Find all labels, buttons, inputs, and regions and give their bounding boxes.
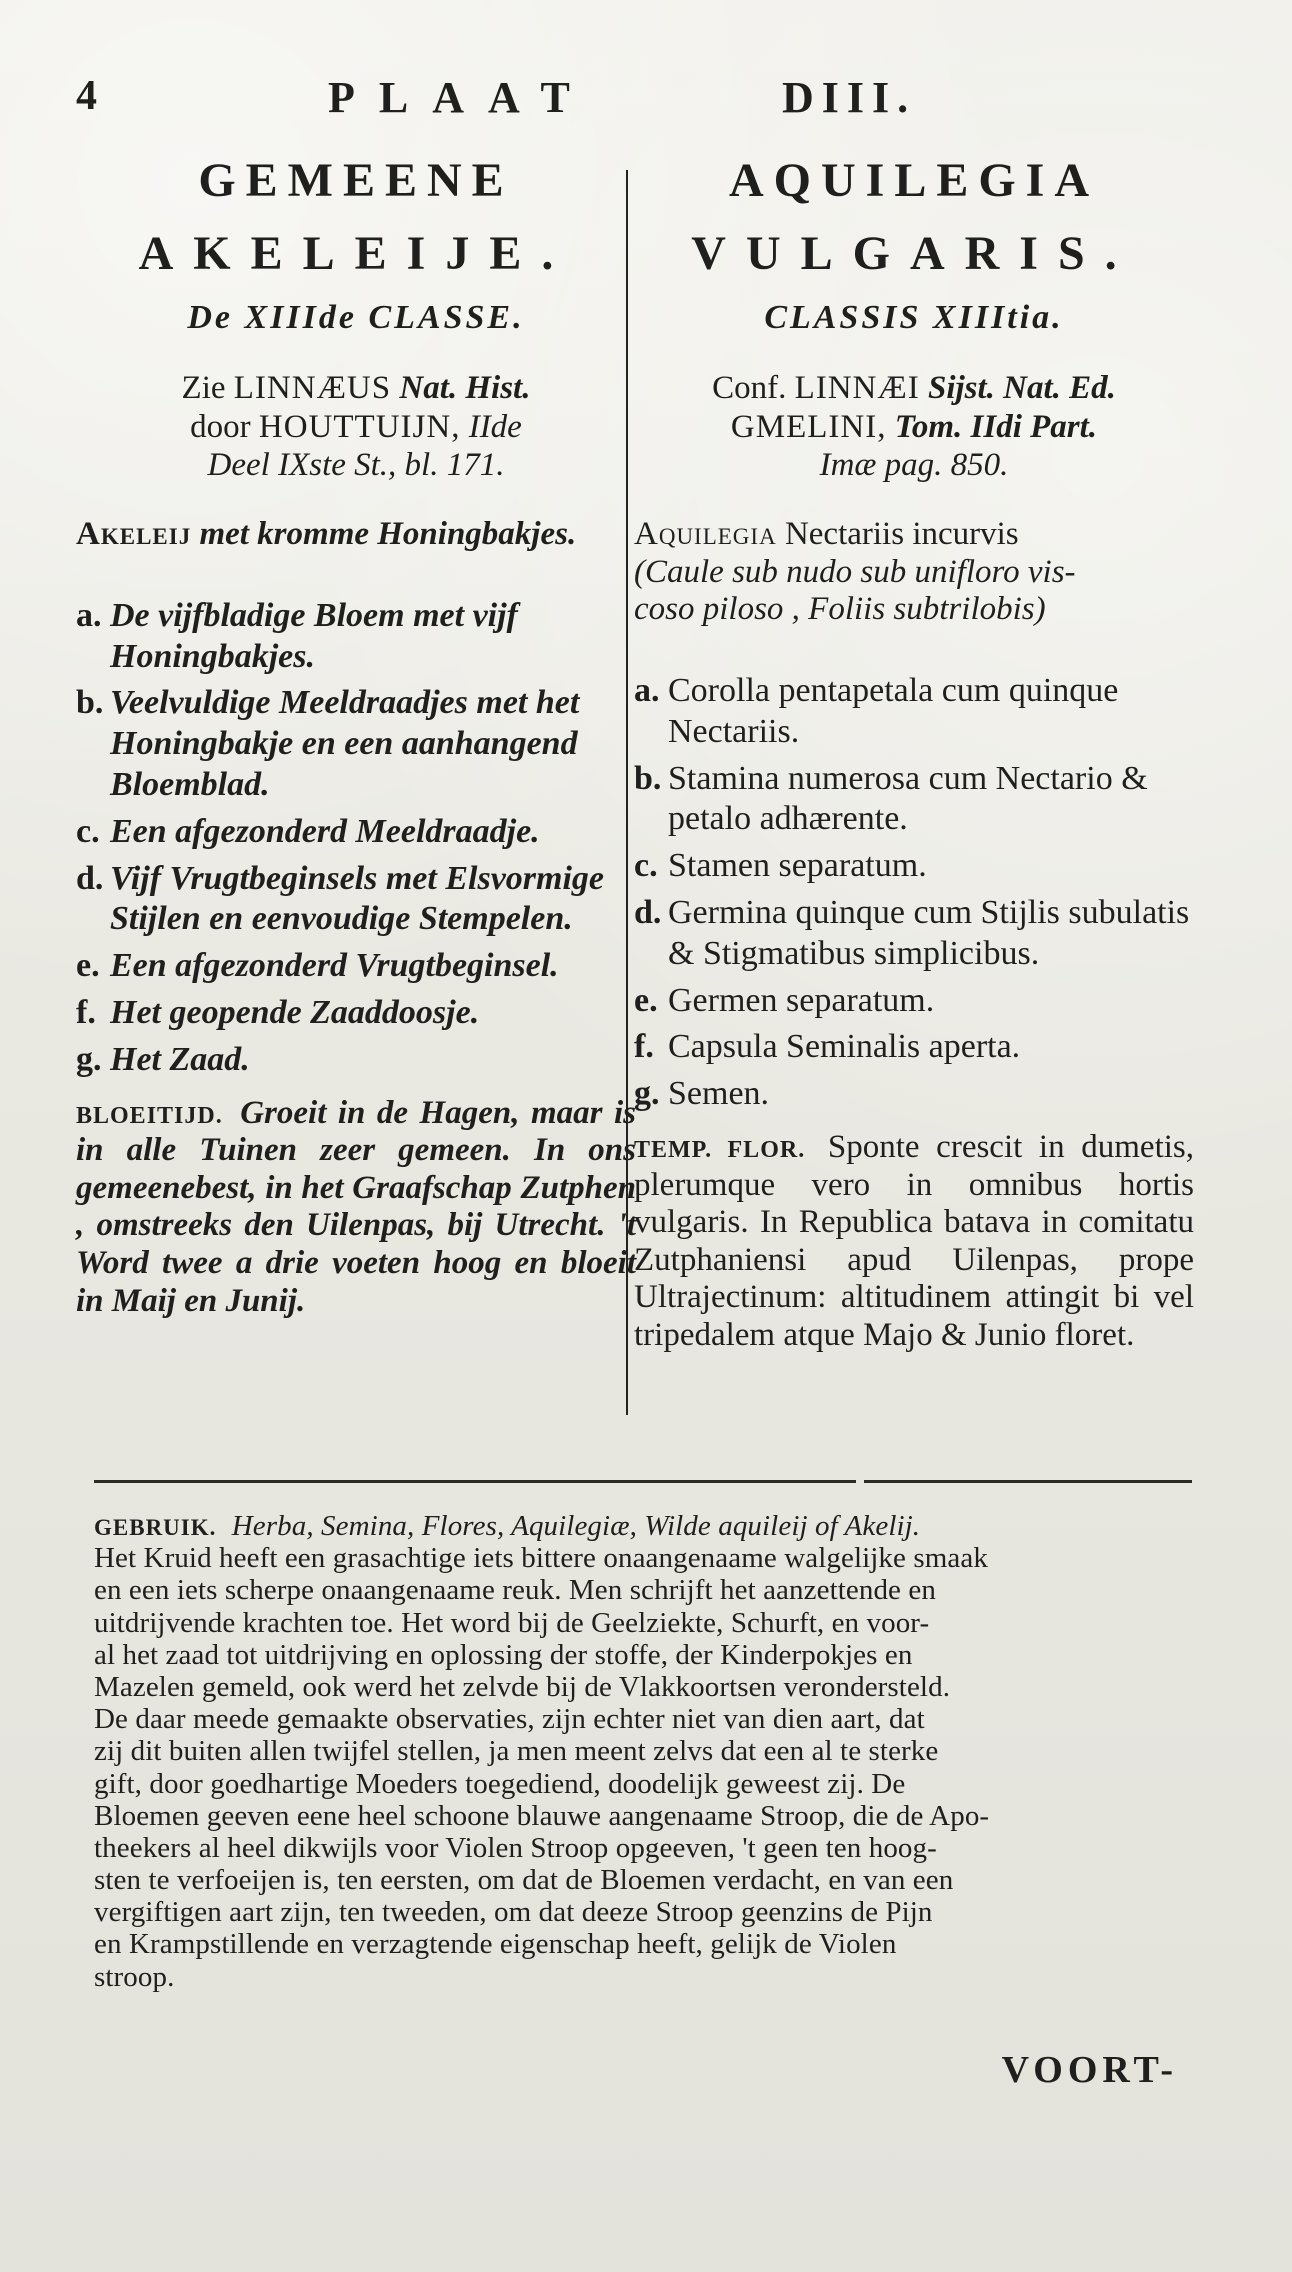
right-column xyxy=(634,154,1194,1355)
right-flowering-label: TEMP. FLOR. xyxy=(634,1137,806,1164)
left-class-line xyxy=(76,299,636,337)
left-item-e-text: Een afgezonderd Vrugtbeginsel. xyxy=(110,947,559,985)
left-ref-line-1-prefix: Zie xyxy=(181,370,226,407)
right-intro-name: Aquilegia xyxy=(634,516,777,553)
left-title-line-2: AKELEIJE. xyxy=(138,226,574,280)
left-flowering-label: BLOEITIJD. xyxy=(76,1102,223,1129)
right-item-c xyxy=(634,846,1194,887)
right-ref-line-3: Imæ pag. 850. xyxy=(819,446,1009,483)
right-ref-line-2 xyxy=(634,408,1194,446)
left-item-g-marker: g. xyxy=(76,1040,102,1078)
left-item-d xyxy=(76,859,636,941)
right-item-e xyxy=(634,981,1194,1022)
left-class-word: CLASSE. xyxy=(368,299,525,337)
right-item-f-marker: f. xyxy=(634,1028,654,1066)
left-ref-line-2-suffix: IIde xyxy=(468,408,522,445)
left-item-f-marker: f. xyxy=(76,994,96,1032)
page-header xyxy=(76,72,1206,132)
usage-line-10: Bloemen geeven eene heel schoone blauwe aangenaame Stroop, die de Apo- xyxy=(94,1799,990,1832)
right-item-d xyxy=(634,893,1194,975)
left-intro-text: met kromme Honingbakjes. xyxy=(199,516,577,553)
right-flowering-text: Sponte crescit in dumetis, plerumque vero in omnibus hortis vulgaris. In Republica batava in comitatu Zutphaniensi apud Uilenpas, prope Ultrajectinum: altitudinem attingit bi vel tripedalem atque Majo & Junio floret. xyxy=(634,1129,1195,1354)
right-ref-line-1-suffix: Sijst. Nat. Ed. xyxy=(927,370,1116,407)
plate-number: DIII. xyxy=(782,73,917,122)
left-item-d-marker: d. xyxy=(76,859,104,897)
right-flowering-paragraph xyxy=(634,1129,1194,1355)
left-item-b-text: Veelvuldige Meeldraadjes met het Honingbakje en een aanhangend Bloemblad. xyxy=(110,684,580,804)
left-item-g-text: Het Zaad. xyxy=(110,1040,250,1078)
usage-line-1-text: Herba, Semina, Flores, Aquilegiæ, Wilde aquileij of Akelij. xyxy=(231,1510,921,1542)
usage-line-2: Het Kruid heeft een grasachtige iets bittere onaangenaame walgelijke smaak xyxy=(94,1542,988,1575)
usage-label: GEBRUIK. xyxy=(94,1515,217,1540)
usage-line-8: zij dit buiten allen twijfel stellen, ja men meent zelvs dat een al te sterke xyxy=(94,1735,939,1768)
usage-line-5: al het zaad tot uitdrijving en oplossing der stoffe, der Kinderpokjes en xyxy=(94,1638,913,1671)
right-intro-text: Nectariis incurvis xyxy=(784,516,1019,553)
left-column xyxy=(76,154,636,1320)
usage-line-3: en een iets scherpe onaangenaame reuk. Men schrijft het aanzettende en xyxy=(94,1574,936,1607)
right-title-line-2: VULGARIS. xyxy=(691,226,1137,280)
usage-line-9: gift, door goedhartige Moeders toegediend, doodelijk geweest zij. De xyxy=(94,1767,906,1800)
right-item-a-marker: a. xyxy=(634,672,660,710)
right-ref-line-2-suffix: Tom. IIdi Part. xyxy=(894,408,1098,445)
left-item-a-text: De vijfbladige Bloem met vijf Honingbakjes. xyxy=(110,596,518,675)
right-item-list xyxy=(634,671,1194,1115)
left-ref-line-1-name: LINNÆUS xyxy=(233,370,392,407)
usage-rule-left xyxy=(94,1480,856,1483)
right-item-d-text: Germina quinque cum Stijlis subulatis & Stigmatibus simplicibus. xyxy=(668,894,1190,972)
left-item-f xyxy=(76,993,636,1034)
usage-line-4: uitdrijvende krachten toe. Het word bij de Geelziekte, Schurft, en voor- xyxy=(94,1606,930,1639)
right-ref-line-1-name: LINNÆI xyxy=(794,370,920,407)
right-item-e-marker: e. xyxy=(634,981,658,1019)
left-item-e xyxy=(76,946,636,987)
usage-rule-right xyxy=(864,1480,1192,1483)
left-flowering-text: Groeit in de Hagen, maar is in alle Tuinen zeer gemeen. In ons gemeenebest, in het Graafschap Zutphen , omstreeks den Uilenpas, bij Utrecht. 't Word twee a drie voeten hoog en bloeit in Maij en Junij. xyxy=(76,1094,636,1319)
usage-line-14: en Krampstillende en verzagtende eigenschap heeft, gelijk de Violen xyxy=(94,1928,897,1961)
right-item-b-marker: b. xyxy=(634,759,662,797)
left-item-c-marker: c. xyxy=(76,812,100,850)
right-item-e-text: Germen separatum. xyxy=(668,981,935,1019)
right-reference xyxy=(634,369,1194,484)
left-item-d-text: Vijf Vrugtbeginsels met Elsvormige Stijlen en eenvoudige Stempelen. xyxy=(110,859,604,938)
usage-line-1 xyxy=(94,1510,1196,1542)
left-item-a xyxy=(76,596,636,678)
usage-line-15: stroop. xyxy=(94,1960,175,1993)
right-class-line xyxy=(634,299,1194,337)
left-item-e-marker: e. xyxy=(76,947,100,985)
left-ref-line-3: Deel IXste St., bl. 171. xyxy=(207,446,505,483)
left-item-list xyxy=(76,596,636,1081)
plate-label: PLAAT xyxy=(328,73,594,122)
left-ref-line-1-suffix: Nat. Hist. xyxy=(399,370,531,407)
right-item-b xyxy=(634,759,1194,841)
page-number: 4 xyxy=(76,73,97,119)
right-item-g xyxy=(634,1074,1194,1115)
left-item-c xyxy=(76,812,636,853)
right-intro-line-2: (Caule sub nudo sub unifloro vis- xyxy=(634,553,1076,590)
right-item-a xyxy=(634,671,1194,753)
left-ref-line-2-prefix: door xyxy=(190,408,251,445)
right-ref-line-1-prefix: Conf. xyxy=(712,370,787,407)
left-ref-line-2-name: HOUTTUIJN, xyxy=(258,408,461,445)
catchword: VOORT- xyxy=(1001,2049,1178,2091)
left-title-line-1: GEMEENE xyxy=(198,154,514,207)
right-item-d-marker: d. xyxy=(634,894,662,932)
left-reference xyxy=(76,369,636,484)
right-item-b-text: Stamina numerosa cum Nectario & petalo adhærente. xyxy=(668,759,1148,838)
right-item-c-marker: c. xyxy=(634,847,658,885)
left-ref-line-1 xyxy=(76,369,636,407)
right-item-g-text: Semen. xyxy=(668,1075,770,1113)
right-item-f-text: Capsula Seminalis aperta. xyxy=(668,1028,1021,1066)
right-intro-line-3: coso piloso , Foliis subtrilobis) xyxy=(634,591,1046,628)
left-item-c-text: Een afgezonderd Meeldraadje. xyxy=(110,812,540,850)
right-item-c-text: Stamen separatum. xyxy=(668,847,927,885)
left-intro xyxy=(76,516,636,554)
left-intro-prefix: Akeleij xyxy=(76,516,192,553)
left-class-prefix: De XIIIde xyxy=(187,299,357,337)
left-flowering-paragraph xyxy=(76,1095,636,1321)
right-class-word: CLASSIS xyxy=(764,299,922,337)
right-class-suffix: XIIItia. xyxy=(932,299,1064,337)
usage-line-11: theekers al heel dikwijls voor Violen Stroop opgeeven, 't geen ten hoog- xyxy=(94,1831,937,1864)
left-item-f-text: Het geopende Zaaddoosje. xyxy=(110,994,480,1032)
usage-line-13: vergiftigen aart zijn, ten tweeden, om dat deeze Stroop geenzins de Pijn xyxy=(94,1896,933,1929)
right-ref-line-1 xyxy=(634,369,1194,407)
usage-line-12: sten te verfoeijen is, ten eersten, om dat de Bloemen verdacht, en van een xyxy=(94,1864,954,1897)
usage-line-7: De daar meede gemaakte observaties, zijn echter niet van dien aart, dat xyxy=(94,1703,925,1736)
right-ref-line-2-name: GMELINI, xyxy=(730,408,887,445)
left-item-a-marker: a. xyxy=(76,596,102,634)
right-item-a-text: Corolla pentapetala cum quinque Nectariis. xyxy=(668,672,1119,750)
right-item-g-marker: g. xyxy=(634,1075,660,1113)
usage-section xyxy=(94,1510,1196,1993)
right-title-line-1: AQUILEGIA xyxy=(728,154,1100,207)
left-item-b-marker: b. xyxy=(76,684,104,722)
left-item-b xyxy=(76,683,636,805)
left-item-g xyxy=(76,1040,636,1081)
right-intro xyxy=(634,516,1194,629)
left-ref-line-2 xyxy=(76,408,636,446)
right-item-f xyxy=(634,1027,1194,1068)
usage-line-6: Mazelen gemeld, ook werd het zelvde bij de Vlakkoortsen verondersteld. xyxy=(94,1670,951,1703)
